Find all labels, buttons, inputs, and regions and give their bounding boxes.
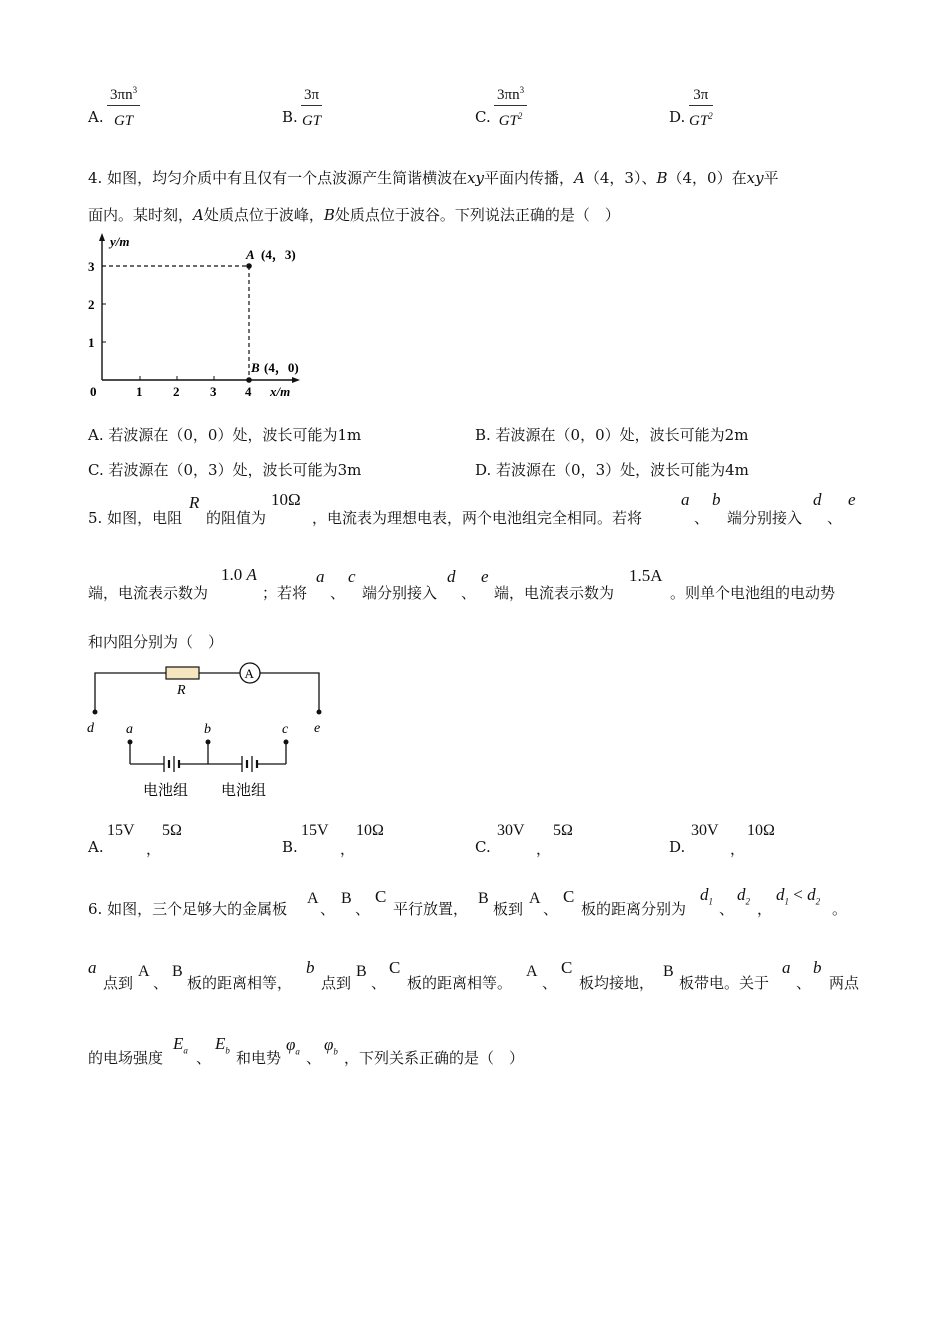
resistor-label: R <box>177 683 186 698</box>
q3-option-d-label: D. <box>669 108 686 126</box>
q5-i2: 1.5A <box>629 566 663 585</box>
y-axis-label: y/m <box>110 234 130 249</box>
y-tick-label: 1 <box>88 335 95 350</box>
q3-c-den-exp: 2 <box>517 111 523 121</box>
q6-text: 两点 <box>829 974 860 992</box>
q6-period: 。 <box>832 900 848 918</box>
q6-text: 板的距离相等， <box>187 974 293 992</box>
q6-sub-a: a <box>183 1045 188 1056</box>
q5-text: 的阻值为 <box>206 509 267 527</box>
q6-sep: 、 <box>542 974 558 992</box>
q5-text: 端分别接入 <box>727 509 803 527</box>
q3-option-a-label: A. <box>88 108 104 126</box>
q6-d2-symbol: d <box>737 885 746 904</box>
q4-text: 平面内传播， <box>484 169 575 187</box>
x-tick-label: 3 <box>210 384 217 399</box>
q6-sep: 、 <box>543 900 559 918</box>
q4-text: （4，0）在 <box>667 169 747 187</box>
q6-sep: 、 <box>153 974 169 992</box>
q6-plate-c: C <box>375 887 387 906</box>
terminal-a-label: a <box>126 722 133 737</box>
x-tick-label: 2 <box>173 384 180 399</box>
q5-c: c <box>348 567 356 586</box>
q5-circuit-figure <box>80 656 340 806</box>
q5-comma: ， <box>536 840 552 858</box>
terminal-c-label: c <box>282 722 289 737</box>
q6-plate-c: C <box>389 958 401 977</box>
wire-left <box>95 673 166 710</box>
q5-option-c-emf: 30V <box>497 822 525 839</box>
q5-option-a-emf: 15V <box>107 822 135 839</box>
x-tick-label: 4 <box>245 384 252 399</box>
q5-option-b-emf: 15V <box>301 822 329 839</box>
q4-option-a: A. 若波源在（0，0）处，波长可能为1m <box>88 426 362 444</box>
battery1-label: 电池组 <box>143 783 189 799</box>
terminal-d-label: d <box>87 721 94 736</box>
q3-option-a-fraction <box>107 80 140 131</box>
q3-a-denominator: GT <box>113 113 134 129</box>
q4-stem-line2 <box>88 204 620 225</box>
q6-d1 <box>700 885 713 906</box>
q6-phi-symbol: φ <box>286 1035 296 1054</box>
q3-b-denominator: GT <box>301 113 322 129</box>
q5-text: 。则单个电池组的电动势 <box>670 584 836 602</box>
q4-text: 处质点位于波谷。下列说法正确的是（ ） <box>334 206 620 224</box>
q6-lt: < <box>793 885 803 904</box>
q5-sep: 、 <box>330 584 346 602</box>
q6-plate-a: A <box>307 890 319 907</box>
q4-text: 平 <box>763 169 779 187</box>
q6-text: 板均接地， <box>579 974 655 992</box>
q6-sub-b: b <box>333 1046 338 1057</box>
y-tick-label: 2 <box>88 297 95 312</box>
q5-a: a <box>681 490 690 509</box>
point-b-coord: (4，0) <box>264 360 299 375</box>
q6-sep: 、 <box>306 1049 322 1067</box>
q6-eb <box>215 1034 230 1055</box>
wire-right <box>260 673 319 710</box>
q5-comma: ， <box>146 840 162 858</box>
q5-option-b-label: B. <box>282 838 298 856</box>
origin-label: 0 <box>90 384 97 399</box>
q6-a: a <box>782 958 791 977</box>
q5-d: d <box>813 490 822 509</box>
ammeter-label: A <box>244 666 254 681</box>
x-axis-arrow <box>292 377 300 383</box>
q5-e: e <box>848 490 856 509</box>
q3-option-d-fraction <box>689 80 713 131</box>
q6-text: 点到 <box>321 974 352 992</box>
q4-text: 4. 如图，均匀介质中有且仅有一个点波源产生简谐横波在 <box>88 169 468 187</box>
q6-text: 和电势 <box>236 1049 282 1067</box>
q3-option-c-label: C. <box>475 108 491 126</box>
q6-text: 板带电。关于 <box>679 974 770 992</box>
q4-option-b: B. 若波源在（0，0）处，波长可能为2m <box>475 426 749 444</box>
q6-sep: 、 <box>355 900 371 918</box>
q5-option-d-emf: 30V <box>691 822 719 839</box>
q5-sep: 、 <box>827 509 843 527</box>
q6-b: b <box>306 958 315 977</box>
q5-r-symbol: R <box>189 493 200 512</box>
q6-text: 板的距离相等。 <box>407 974 513 992</box>
q6-text: 板的距离分别为 <box>581 900 687 918</box>
q6-plate-a: A <box>526 963 538 980</box>
q5-b: b <box>712 490 721 509</box>
q6-d1-symbol: d <box>776 885 785 904</box>
q6-plate-a: A <box>529 890 541 907</box>
q6-plate-b: B <box>478 890 489 907</box>
q6-d1-sub: 1 <box>708 896 713 907</box>
q5-option-a-label: A. <box>88 838 104 856</box>
q5-option-b-resistance: 10Ω <box>356 822 384 839</box>
q6-plate-c: C <box>563 887 575 906</box>
q6-plate-c: C <box>561 958 573 977</box>
q4-xy: xy <box>467 169 485 187</box>
q6-text: 点到 <box>103 974 134 992</box>
q4-stem-line1 <box>88 167 779 188</box>
q5-r-value: 10Ω <box>271 490 301 509</box>
q4-point-a: A <box>193 206 204 224</box>
q3-b-numerator: 3π <box>304 87 320 103</box>
q3-c-num-exp: 3 <box>519 85 525 95</box>
q6-d2-sub: 2 <box>815 896 821 907</box>
q5-comma: ， <box>730 840 746 858</box>
q5-a: a <box>316 567 325 586</box>
q6-sep: 、 <box>320 900 336 918</box>
q6-d2-sub: 2 <box>745 896 750 907</box>
q6-e-symbol: E <box>173 1034 184 1053</box>
battery2-label: 电池组 <box>221 783 267 799</box>
q6-ea <box>173 1034 188 1055</box>
q6-d1-symbol: d <box>700 885 709 904</box>
y-axis-arrow <box>99 233 105 241</box>
q3-a-numerator: 3πn <box>110 87 133 103</box>
q6-phi-b <box>324 1035 338 1056</box>
q5-text: 5. 如图，电阻 <box>88 509 183 527</box>
q3-option-c-fraction <box>494 80 527 131</box>
q4-option-c: C. 若波源在（0，3）处，波长可能为3m <box>88 461 362 479</box>
terminal-e-label: e <box>314 721 321 736</box>
q4-wave-figure <box>80 230 320 410</box>
q5-option-a-resistance: 5Ω <box>162 822 182 839</box>
q6-sep: 、 <box>196 1049 212 1067</box>
q5-text: ，电流表为理想电表，两个电池组完全相同。若将 <box>312 509 643 527</box>
q5-option-c-label: C. <box>475 838 491 856</box>
q5-i1 <box>221 565 257 585</box>
q4-text: 处质点位于波峰， <box>203 206 324 224</box>
point-a-coord: (4，3) <box>261 247 296 262</box>
x-tick-label: 1 <box>136 384 143 399</box>
q4-xy: xy <box>746 169 764 187</box>
q6-phi-a <box>286 1035 300 1056</box>
q6-text: 6. 如图，三个足够大的金属板 <box>88 900 288 918</box>
terminal-b-label: b <box>204 722 211 737</box>
q6-d2 <box>737 885 750 906</box>
q6-d1-sub: 1 <box>784 896 789 907</box>
q6-text: 板到 <box>493 900 524 918</box>
q5-sep: 、 <box>461 584 477 602</box>
q5-text: 端，电流表示数为 <box>494 584 615 602</box>
terminal-e <box>317 710 322 715</box>
q3-a-num-exp: 3 <box>132 85 138 95</box>
q6-plate-b: B <box>356 963 367 980</box>
q4-text: （4，3）、 <box>584 169 657 187</box>
q3-c-denominator: GT <box>498 113 518 129</box>
q6-plate-b: B <box>663 963 674 980</box>
q4-option-d: D. 若波源在（0，3）处，波长可能为4m <box>475 461 749 479</box>
point-b-name: B <box>251 360 260 375</box>
q5-text: 端，电流表示数为 <box>88 584 209 602</box>
q4-point-b: B <box>656 169 668 187</box>
point-a-dot <box>246 263 252 269</box>
q3-d-den-exp: 2 <box>708 111 713 121</box>
q5-comma: ， <box>340 840 356 858</box>
y-tick-label: 3 <box>88 259 95 274</box>
q4-point-b: B <box>323 206 335 224</box>
x-axis-label: x/m <box>270 384 291 399</box>
q5-i1-value: 1.0 <box>221 565 243 584</box>
q5-e: e <box>481 567 489 586</box>
q6-text: 平行放置， <box>393 900 469 918</box>
q6-comma: ， <box>757 900 773 918</box>
point-b-dot <box>246 377 252 383</box>
q6-inequality <box>776 885 820 906</box>
q6-a: a <box>88 958 97 977</box>
point-a-name: A <box>246 247 255 262</box>
q4-text: 面内。某时刻， <box>88 206 194 224</box>
q5-option-c-resistance: 5Ω <box>553 822 573 839</box>
q5-text: 端分别接入 <box>362 584 438 602</box>
q5-text: 和内阻分别为（ ） <box>88 633 224 651</box>
q6-plate-a: A <box>138 963 150 980</box>
q3-d-denominator: GT <box>689 113 709 129</box>
q6-sep: 、 <box>719 900 735 918</box>
q3-d-numerator: 3π <box>693 87 709 103</box>
q5-sep: 、 <box>694 509 710 527</box>
resistor <box>166 667 199 679</box>
terminal-d <box>93 710 98 715</box>
q3-c-numerator: 3πn <box>497 87 520 103</box>
q5-i1-unit: A <box>246 565 257 584</box>
q6-plate-b: B <box>341 890 352 907</box>
q3-option-b-fraction <box>301 80 322 131</box>
q6-text: ，下列关系正确的是（ ） <box>344 1049 525 1067</box>
q3-option-b-label: B. <box>282 108 298 126</box>
q6-text: 的电场强度 <box>88 1049 164 1067</box>
q6-sub-b: b <box>225 1045 230 1056</box>
q5-option-d-label: D. <box>669 838 686 856</box>
q6-plate-b: B <box>172 963 183 980</box>
q6-phi-symbol: φ <box>324 1035 334 1054</box>
q6-b: b <box>813 958 822 977</box>
q6-sub-a: a <box>295 1046 300 1057</box>
q4-point-a: A <box>574 169 585 187</box>
q6-sep: 、 <box>796 974 812 992</box>
q6-sep: 、 <box>371 974 387 992</box>
q6-e-symbol: E <box>215 1034 226 1053</box>
q5-option-d-resistance: 10Ω <box>747 822 775 839</box>
q5-d: d <box>447 567 456 586</box>
q5-text: ；若将 <box>262 584 308 602</box>
q6-d2-symbol: d <box>807 885 816 904</box>
